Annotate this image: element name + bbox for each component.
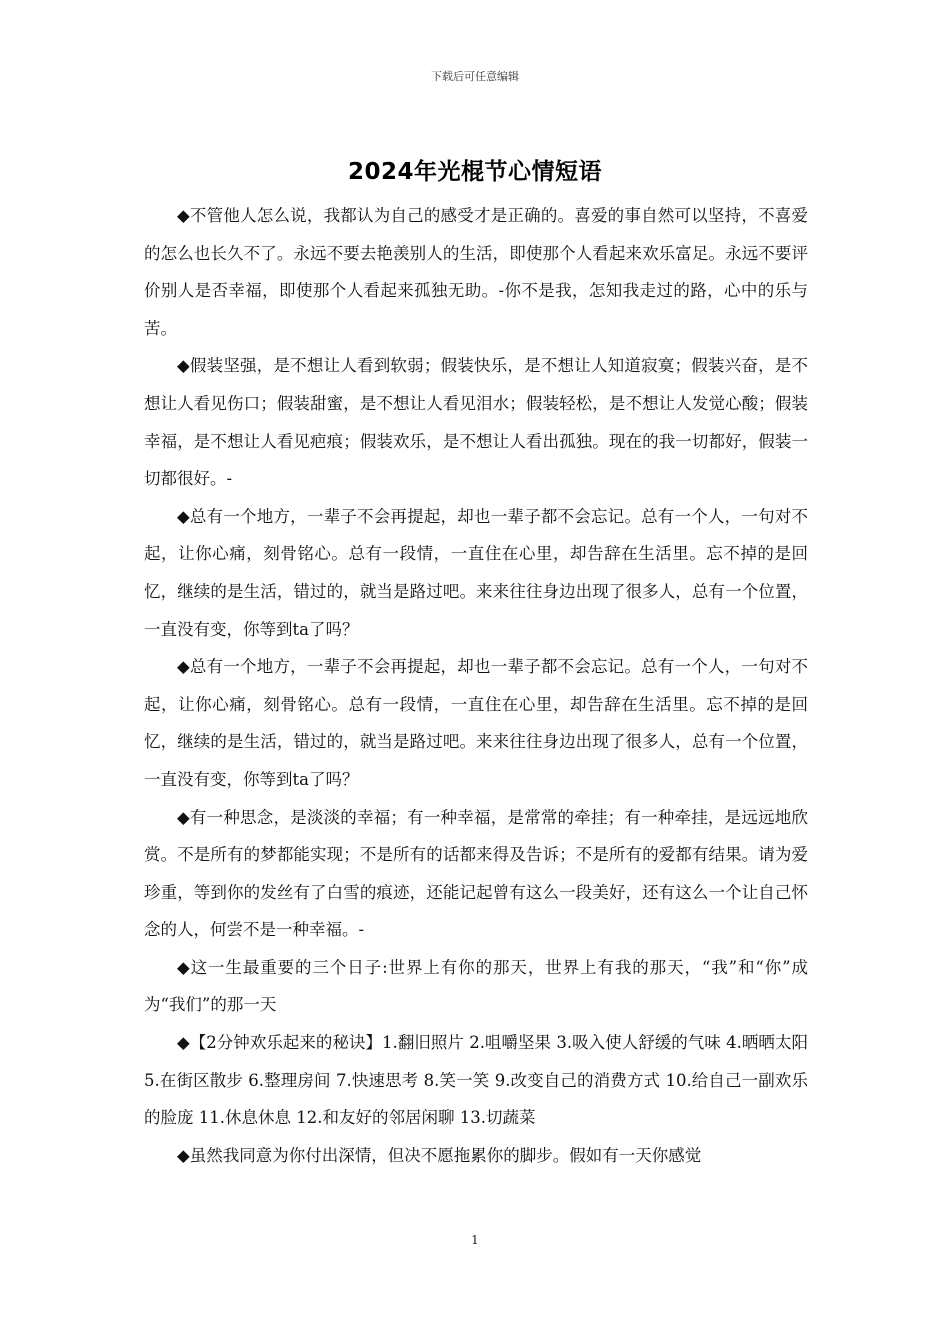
paragraph: ◆虽然我同意为你付出深情，但决不愿拖累你的脚步。假如有一天你感觉 [177, 1145, 702, 1165]
document-body [144, 197, 808, 1174]
paragraph: ◆不管他人怎么说，我都认为自己的感受才是正确的。喜爱的事自然可以坚持，不喜爱的怎么也长久不了。永远不要去艳羡别人的生活，即使那个人看起来欢乐富足。永远不要评价别人是否幸福，即使那个人看起来孤独无助。-你不是我，怎知我走过的路，心中的乐与苦。 [144, 206, 808, 338]
page-number: 1 [471, 1233, 479, 1247]
paragraph: ◆【2分钟欢乐起来的秘诀】1.翻旧照片 2.咀嚼坚果 3.吸入使人舒缓的气味 4.晒晒太阳 5.在街区散步 6.整理房间 7.快速思考 8.笑一笑 9.改变自己的消费方式 10.给自己一副欢乐的脸庞 11.休息休息 12.和友好的邻居闲聊 13.切蔬菜 [144, 1033, 808, 1128]
paragraph: ◆总有一个地方，一辈子不会再提起，却也一辈子都不会忘记。总有一个人，一句对不起，让你心痛，刻骨铭心。总有一段情，一直住在心里，却告辞在生活里。忘不掉的是回忆，继续的是生活，错过的，就当是路过吧。来来往往身边出现了很多人，总有一个位置，一直没有变，你等到ta了吗？ [144, 506, 808, 639]
paragraph: ◆这一生最重要的三个日子:世界上有你的那天，世界上有我的那天，“我”和“你”成为“我们”的那一天 [144, 957, 808, 1015]
paragraph: ◆有一种思念，是淡淡的幸福；有一种幸福，是常常的牵挂；有一种牵挂，是远远地欣赏。不是所有的梦都能实现；不是所有的话都来得及告诉；不是所有的爱都有结果。请为爱珍重，等到你的发丝有了白雪的痕迹，还能记起曾有这么一段美好，还有这么一个让自己怀念的人，何尝不是一种幸福。- [144, 807, 808, 940]
paragraph: ◆总有一个地方，一辈子不会再提起，却也一辈子都不会忘记。总有一个人，一句对不起，让你心痛，刻骨铭心。总有一段情，一直住在心里，却告辞在生活里。忘不掉的是回忆，继续的是生活，错过的，就当是路过吧。来来往往身边出现了很多人，总有一个位置，一直没有变，你等到ta了吗？ [144, 657, 808, 789]
header-note: 下载后可任意编辑 [431, 70, 519, 83]
document-title: 2024年光棍节心情短语 [347, 159, 602, 185]
paragraph: ◆假装坚强，是不想让人看到软弱；假装快乐，是不想让人知道寂寞；假装兴奋，是不想让人看见伤口；假装甜蜜，是不想让人看见泪水；假装轻松，是不想让人发觉心酸；假装幸福，是不想让人看见疤痕；假装欢乐，是不想让人看出孤独。现在的我一切都好，假装一切都很好。- [144, 356, 808, 489]
